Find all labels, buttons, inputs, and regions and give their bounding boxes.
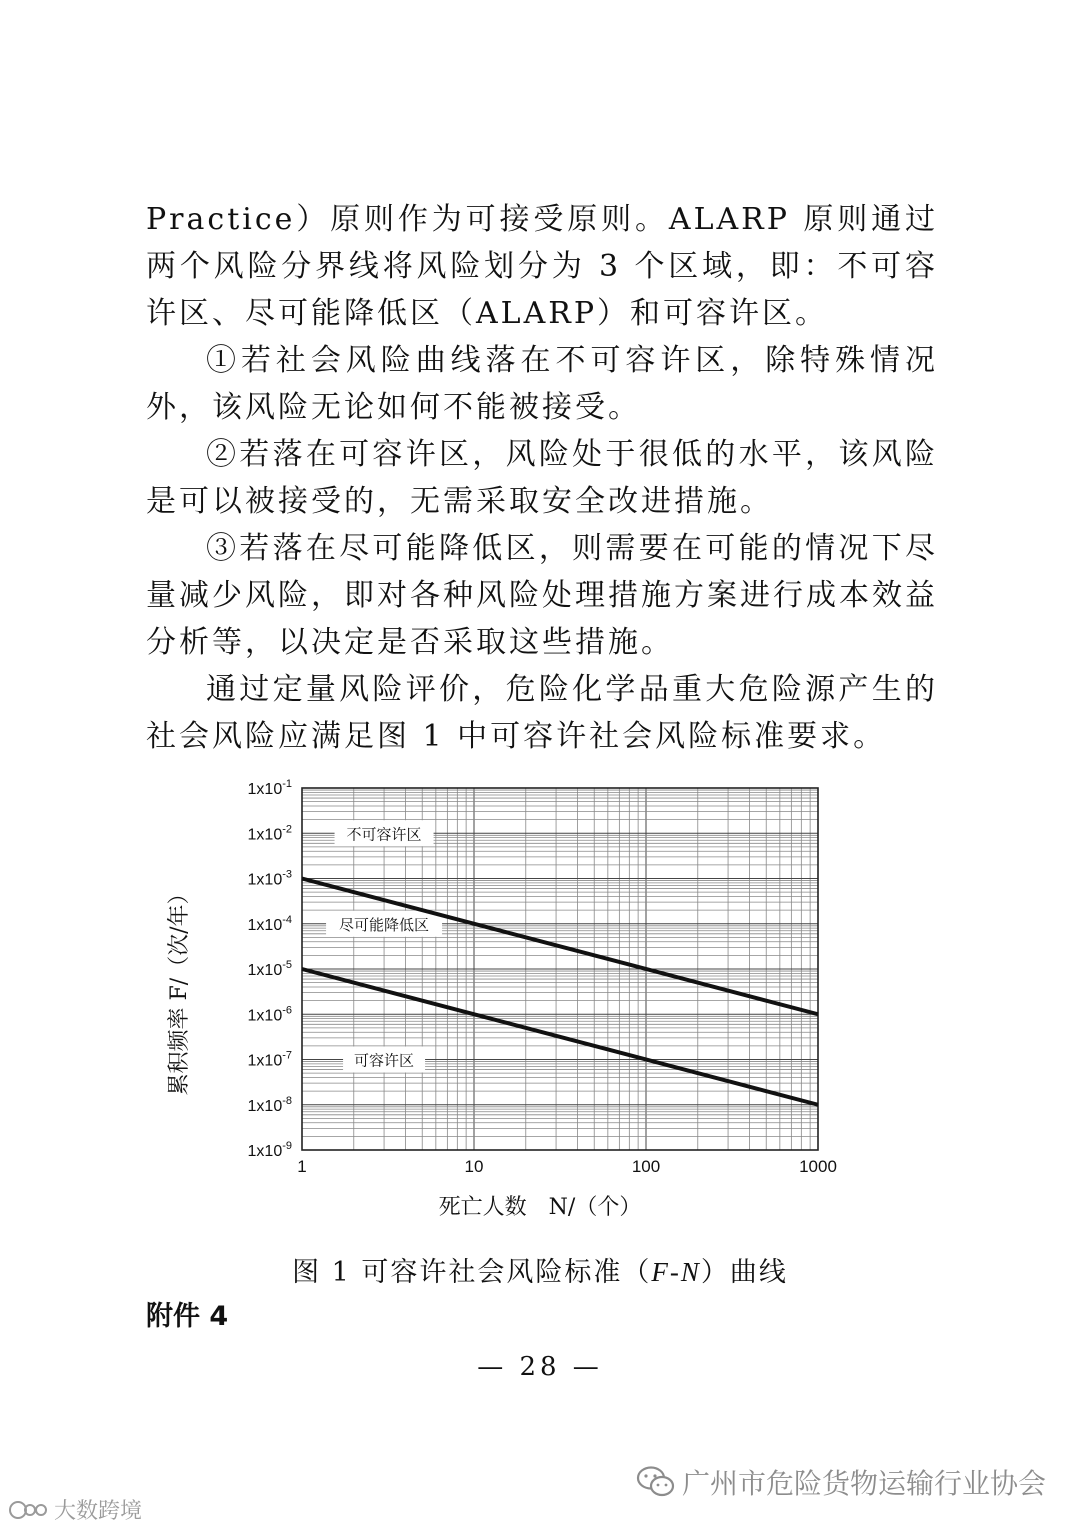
y-tick-label: $1x10^{-6}$ — [247, 1004, 292, 1025]
appendix-heading: 附件 4 — [146, 1301, 229, 1332]
paragraph-tolerable: ②若落在可容许区，风险处于很低的水平，该风险是可以被接受的，无需采取安全改进措施。 — [146, 437, 938, 519]
wechat-account-name: 广州市危险货物运输行业协会 — [681, 1467, 1046, 1500]
region-label: 不可容许区 — [346, 825, 422, 844]
y-tick-label: $1x10^{-4}$ — [247, 913, 292, 934]
y-tick-label: $1x10^{-1}$ — [247, 778, 292, 798]
caption-suffix: ）曲线 — [700, 1257, 788, 1288]
x-tick-label: 100 — [631, 1157, 661, 1176]
y-tick-label: $1x10^{-3}$ — [247, 868, 292, 889]
x-tick-label: 1 — [297, 1157, 307, 1176]
caption-italic: F-N — [651, 1257, 701, 1287]
paragraph-alarp: Practice）原则作为可接受原则。ALARP 原则通过两个风险分界线将风险划分为 3 个区域，即：不可容许区、尽可能降低区（ALARP）和可容许区。 — [146, 202, 938, 331]
x-tick-label: 10 — [464, 1157, 484, 1176]
wechat-watermark — [636, 1462, 1046, 1502]
fn-curve-chart — [160, 770, 880, 1240]
brand-logo-icon — [8, 1498, 50, 1522]
y-tick-label: $1x10^{-9}$ — [247, 1140, 292, 1160]
brand-name: 大数跨境 — [54, 1499, 143, 1524]
y-tick-label: $1x10^{-2}$ — [247, 823, 292, 844]
region-label: 尽可能降低区 — [339, 915, 430, 934]
series-line-upper-boundary — [302, 879, 818, 1015]
series-line-lower-boundary — [302, 969, 818, 1105]
y-axis-title: 累积频率 F/（次/年） — [167, 882, 192, 1096]
y-tick-label: $1x10^{-7}$ — [247, 1049, 292, 1070]
paragraph-requirement: 通过定量风险评价，危险化学品重大危险源产生的社会风险应满足图 1 中可容许社会风险标准要求。 — [146, 672, 938, 754]
caption-prefix: 图 1 可容许社会风险标准（ — [292, 1257, 652, 1288]
wechat-icon — [636, 1465, 676, 1499]
figure-caption — [0, 1250, 1080, 1289]
y-tick-label: $1x10^{-5}$ — [247, 959, 292, 979]
brand-watermark — [8, 1494, 142, 1525]
x-tick-label: 1000 — [799, 1157, 837, 1176]
page-number: — 28 — — [477, 1352, 603, 1382]
paragraph-alarp-region: ③若落在尽可能降低区，则需要在可能的情况下尽量减少风险，即对各种风险处理措施方案进行成本效益分析等，以决定是否采取这些措施。 — [146, 531, 938, 660]
region-label: 可容许区 — [354, 1051, 415, 1070]
paragraph-intolerable: ①若社会风险曲线落在不可容许区，除特殊情况外，该风险无论如何不能被接受。 — [146, 343, 938, 425]
x-axis-title: 死亡人数 N/（个） — [438, 1195, 642, 1220]
y-tick-label: $1x10^{-8}$ — [247, 1094, 292, 1115]
